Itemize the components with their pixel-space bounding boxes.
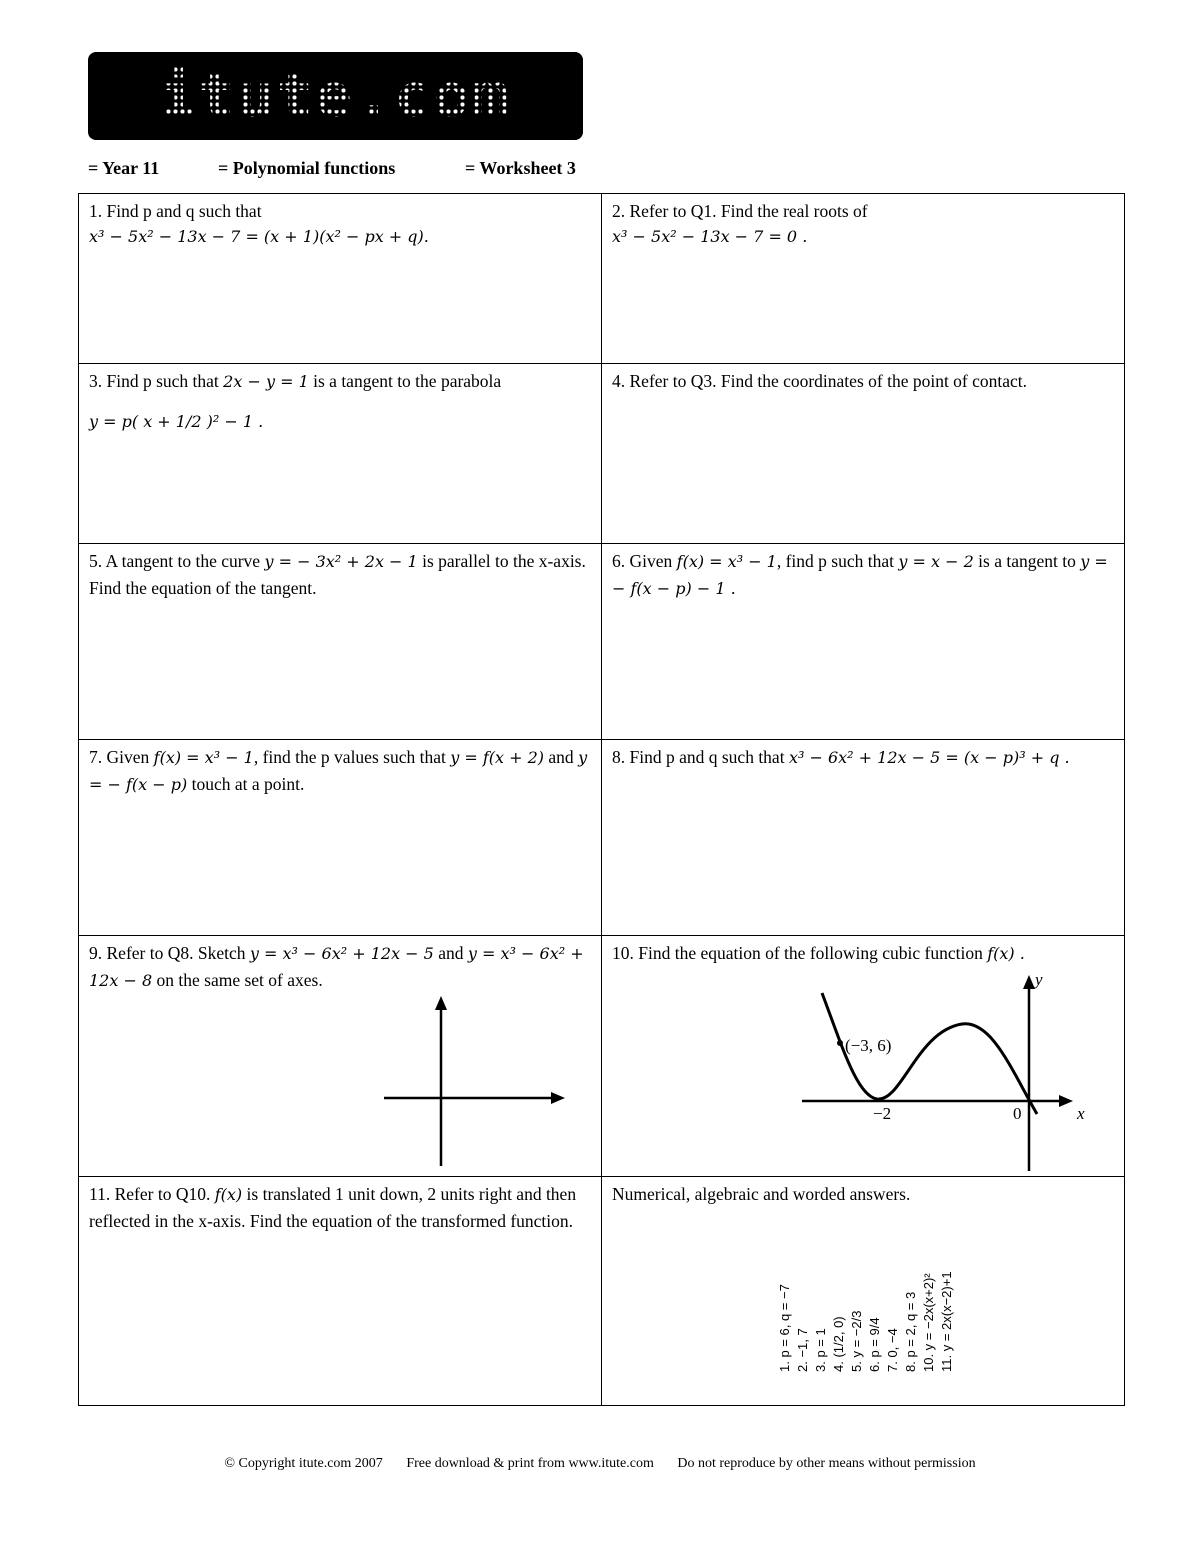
q1-text: 1. Find p and q such that [89,201,262,221]
q5-text-b: is parallel to the x-axis. Find the equation of the tangent. [89,551,586,598]
q5-math-a: y = − 3x² + 2x − 1 [264,552,418,571]
q3-text-b: is a tangent to the parabola [313,371,502,391]
q3-text-a: 3. Find p such that [89,371,219,391]
question-7-cell [79,740,602,936]
q8-text-a: 8. Find p and q such that [612,747,785,767]
q3-math-b: y = p( x + 1/2 )² − 1 . [89,412,264,431]
q11-text-a: 11. Refer to Q10. [89,1184,211,1204]
q10-math-a: f(x) . [987,944,1025,963]
answer-4: 4. (1/2, 0) [831,1316,846,1372]
worksheet-label: = Worksheet 3 [465,158,576,178]
questions-grid [78,193,1125,1406]
topic-label: = Polynomial functions [218,158,396,178]
q10-point-label: (−3, 6) [845,1036,892,1055]
q6-math-c: y = − f(x − p) − 1 . [612,552,1108,598]
question-11-cell [79,1177,602,1406]
question-9-cell [79,936,602,1177]
q10-x-label: x [1077,1104,1085,1123]
question-8-cell [602,740,1125,936]
q11-text-b: is translated 1 unit down, 2 units right and then reflected in the x-axis. Find the equation of the transformed function. [89,1184,577,1231]
q9-text-a: 9. Refer to Q8. Sketch [89,943,246,963]
q6-text-a: 6. Given [612,551,673,571]
answer-11: 11. y = 2x(x−2)+1 [939,1271,954,1372]
page-footer [0,1456,1200,1472]
q9-math-a: y = x³ − 6x² + 12x − 5 [249,944,434,963]
q7-math-a: f(x) = x³ − 1 [153,748,254,767]
q1-math: x³ − 5x² − 13x − 7 = (x + 1)(x² − px + q). [89,227,429,246]
answer-5: 5. y = −2/3 [849,1310,864,1372]
logo-text: itute.com [88,52,583,140]
q7-math-b: y = f(x + 2) [450,748,545,767]
q7-text-a: 7. Given [89,747,150,767]
q9-math-b: y = x³ − 6x² + 12x − 8 [89,944,584,990]
q6-text-c: is a tangent to [978,551,1076,571]
answer-7: 7. 0, −4 [885,1328,900,1372]
q3-math-a: 2x − y = 1 [223,372,309,391]
q5-text-a: 5. A tangent to the curve [89,551,261,571]
q10-y-label: y [1035,971,1043,989]
answers-cell [602,1177,1125,1406]
question-10-cell [602,936,1125,1177]
answer-10: 10. y = −2x(x+2)² [921,1273,936,1372]
year-label: = Year 11 [88,158,160,178]
answer-6: 6. p = 9/4 [867,1317,882,1372]
q9-text-b: and [438,943,464,963]
q9-blank-axes [379,996,569,1171]
question-2-cell [602,194,1125,364]
question-4-cell [602,364,1125,544]
q10-tick-0: 0 [1013,1104,1022,1123]
answers-list [772,1271,972,1382]
q6-math-a: f(x) = x³ − 1 [676,552,777,571]
q7-text-d: touch at a point. [191,774,305,794]
footer-copyright: © Copyright itute.com 2007 [224,1456,383,1471]
site-logo [88,52,583,140]
q11-math-a: f(x) [214,1185,243,1204]
q6-math-b: y = x − 2 [898,552,974,571]
answer-8: 8. p = 2, q = 3 [903,1291,918,1372]
answer-3: 3. p = 1 [813,1328,828,1372]
question-5-cell [79,544,602,740]
q10-tick-neg2: −2 [873,1104,892,1123]
q6-text-b: , find p such that [776,551,894,571]
q2-text: 2. Refer to Q1. Find the real roots of [612,201,868,221]
footer-download: Free download & print from www.itute.com [406,1456,654,1471]
q8-math-a: x³ − 6x² + 12x − 5 = (x − p)³ + q . [788,748,1070,767]
q4-text: 4. Refer to Q3. Find the coordinates of the point of contact. [612,371,1028,391]
q7-text-b: , find the p values such that [253,747,446,767]
q7-text-c: and [548,747,574,767]
answer-2: 2. −1, 7 [795,1328,810,1372]
question-1-cell [79,194,602,364]
question-6-cell [602,544,1125,740]
point-marker [837,1040,843,1046]
q7-math-c: y = − f(x − p) [89,748,588,794]
answer-1: 1. p = 6, q = −7 [777,1284,792,1372]
q9-text-c: on the same set of axes. [156,970,323,990]
question-3-cell [79,364,602,544]
q10-cubic-graph [797,971,1107,1176]
footer-permission: Do not reproduce by other means without permission [677,1456,976,1471]
answers-title: Numerical, algebraic and worded answers. [612,1184,911,1204]
q2-math: x³ − 5x² − 13x − 7 = 0 . [612,227,808,246]
q10-text-a: 10. Find the equation of the following cubic function [612,943,983,963]
